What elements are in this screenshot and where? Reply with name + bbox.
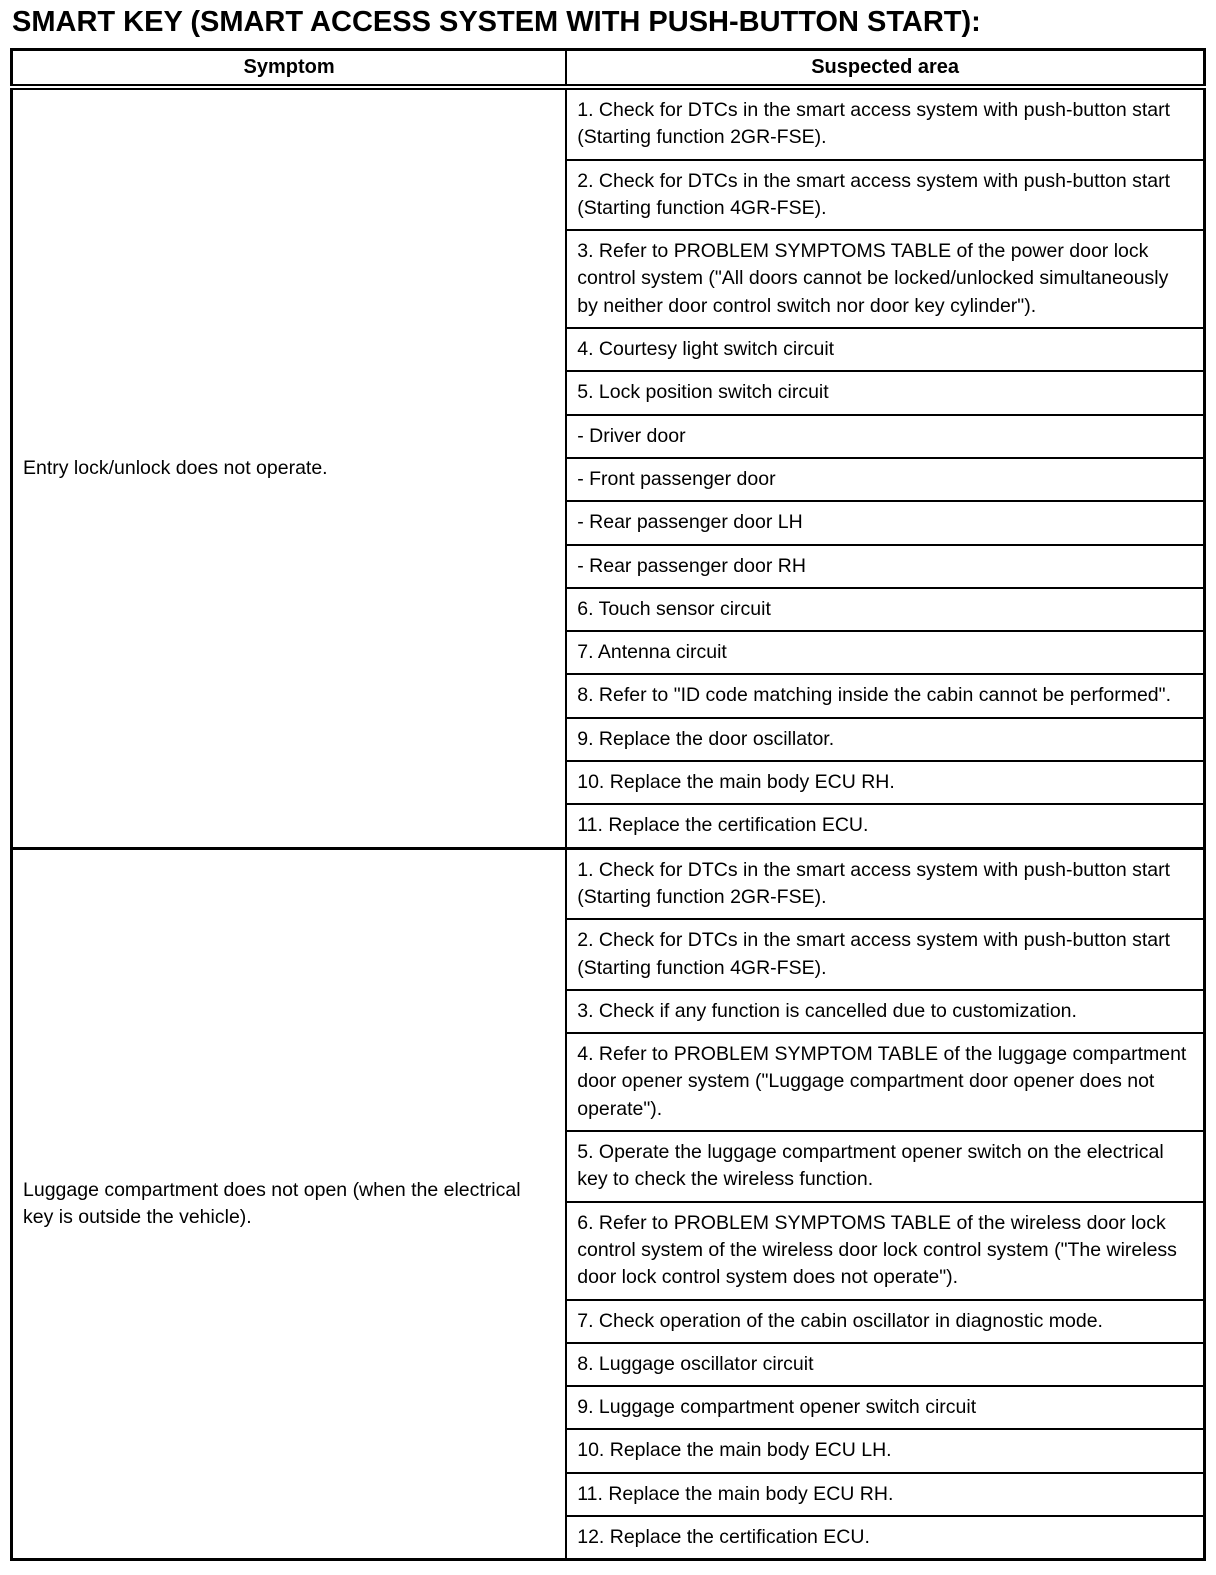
table-row [12, 87, 1205, 160]
suspected-area-cell: 12. Replace the certification ECU. [566, 1516, 1204, 1560]
table-row [12, 848, 1205, 919]
suspected-area-cell: 2. Check for DTCs in the smart access system with push-button start (Starting function 4GR-FSE). [566, 919, 1204, 990]
column-header-symptom: Symptom [12, 50, 567, 88]
suspected-area-cell: 1. Check for DTCs in the smart access system with push-button start (Starting function 2GR-FSE). [566, 848, 1204, 919]
suspected-area-cell: 4. Courtesy light switch circuit [566, 328, 1204, 371]
suspected-area-cell: 3. Refer to PROBLEM SYMPTOMS TABLE of the power door lock control system ("All doors cannot be locked/unlocked simultaneously by neither door control switch nor door key cylinder"). [566, 230, 1204, 328]
suspected-area-cell: - Rear passenger door LH [566, 501, 1204, 544]
suspected-area-cell: 8. Luggage oscillator circuit [566, 1343, 1204, 1386]
column-header-suspected-area: Suspected area [566, 50, 1204, 88]
suspected-area-cell: 11. Replace the main body ECU RH. [566, 1473, 1204, 1516]
suspected-area-cell: 5. Operate the luggage compartment opener switch on the electrical key to check the wireless function. [566, 1131, 1204, 1202]
suspected-area-cell: 7. Antenna circuit [566, 631, 1204, 674]
suspected-area-cell: - Driver door [566, 415, 1204, 458]
suspected-area-cell: 4. Refer to PROBLEM SYMPTOM TABLE of the luggage compartment door opener system ("Luggage compartment door opener does not operate"). [566, 1033, 1204, 1131]
page-title: SMART KEY (SMART ACCESS SYSTEM WITH PUSH-BUTTON START): [12, 6, 981, 38]
symptom-cell: Entry lock/unlock does not operate. [12, 87, 567, 848]
suspected-area-cell: 3. Check if any function is cancelled due to customization. [566, 990, 1204, 1033]
suspected-area-cell: 8. Refer to "ID code matching inside the cabin cannot be performed". [566, 674, 1204, 717]
suspected-area-cell: 6. Touch sensor circuit [566, 588, 1204, 631]
suspected-area-cell: 7. Check operation of the cabin oscillator in diagnostic mode. [566, 1300, 1204, 1343]
suspected-area-cell: 9. Replace the door oscillator. [566, 718, 1204, 761]
symptom-table [10, 48, 1206, 1561]
suspected-area-cell: - Rear passenger door RH [566, 545, 1204, 588]
suspected-area-cell: 10. Replace the main body ECU RH. [566, 761, 1204, 804]
suspected-area-cell: - Front passenger door [566, 458, 1204, 501]
symptom-cell: Luggage compartment does not open (when the electrical key is outside the vehicle). [12, 848, 567, 1560]
suspected-area-cell: 2. Check for DTCs in the smart access system with push-button start (Starting function 4GR-FSE). [566, 160, 1204, 231]
suspected-area-cell: 11. Replace the certification ECU. [566, 804, 1204, 848]
suspected-area-cell: 5. Lock position switch circuit [566, 371, 1204, 414]
table-header-row [12, 50, 1205, 88]
suspected-area-cell: 10. Replace the main body ECU LH. [566, 1429, 1204, 1472]
suspected-area-cell: 6. Refer to PROBLEM SYMPTOMS TABLE of the wireless door lock control system of the wireless door lock control system ("The wireless door lock control system does not operate"). [566, 1202, 1204, 1300]
suspected-area-cell: 1. Check for DTCs in the smart access system with push-button start (Starting function 2GR-FSE). [566, 87, 1204, 160]
suspected-area-cell: 9. Luggage compartment opener switch circuit [566, 1386, 1204, 1429]
